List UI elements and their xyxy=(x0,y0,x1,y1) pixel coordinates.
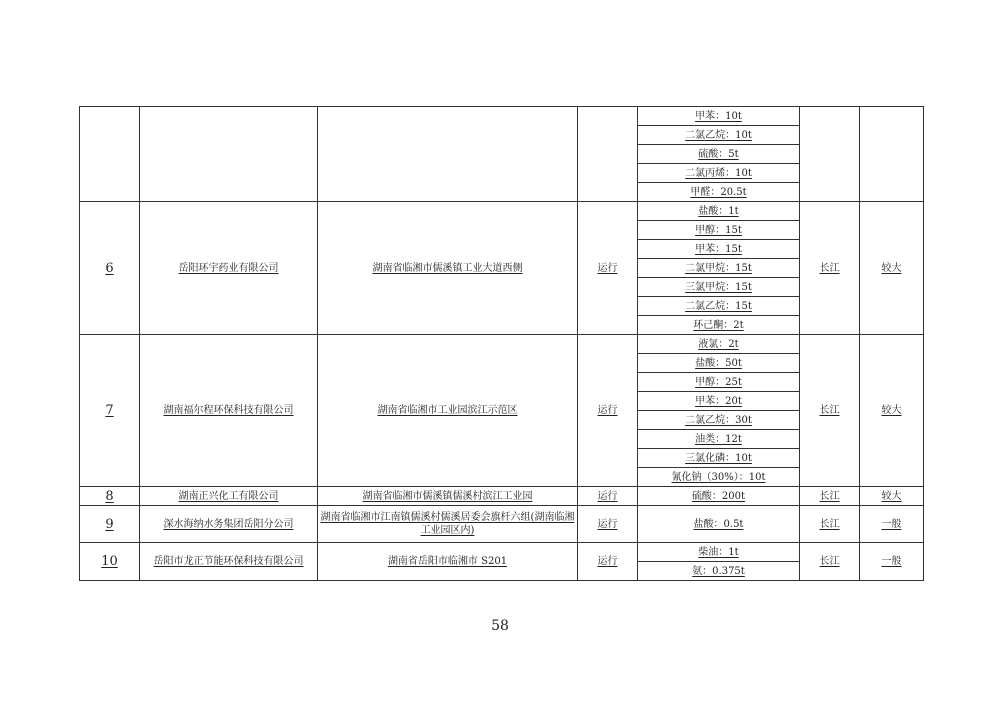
continuation-row xyxy=(80,107,924,126)
substance-cell-text: 甲苯：20t xyxy=(695,395,742,407)
substance-cell xyxy=(638,259,800,278)
risk-level-text: 较大 xyxy=(881,405,902,416)
risk-level-text: 一般 xyxy=(881,518,902,530)
substance-cell xyxy=(638,202,800,221)
enterprise-address xyxy=(318,543,578,581)
enterprise-address-text: 湖南省临湘市儒溪镇儒溪村滨江工业园 xyxy=(362,490,533,502)
cell-river-blank xyxy=(800,107,860,202)
substance-cell xyxy=(638,164,800,183)
enterprise-number-text: 10 xyxy=(101,554,118,569)
receiving-water-text: 长江 xyxy=(819,490,840,502)
substance-cell-text: 硫酸：200t xyxy=(691,490,746,502)
substance-cell xyxy=(638,506,800,543)
substance-cell-text: 二氯丙烯：10t xyxy=(685,167,752,179)
substance-cell-text: 甲苯：10t xyxy=(695,110,742,122)
substance-cell xyxy=(638,373,800,392)
enterprise-name xyxy=(140,202,318,335)
substance-cell-text: 硫酸：5t xyxy=(698,148,739,160)
receiving-water-text: 长江 xyxy=(819,262,840,274)
enterprise-address-text: 湖南省岳阳市临湘市 S201 xyxy=(387,556,508,567)
operation-status xyxy=(578,506,638,543)
cell-no-blank xyxy=(80,107,140,202)
enterprise-address xyxy=(318,335,578,487)
substance-cell xyxy=(638,430,800,449)
enterprise-number-text: 6 xyxy=(105,260,114,276)
substance-cell-text: 二氯乙烷：10t xyxy=(685,129,752,141)
risk-level-text: 较大 xyxy=(881,490,902,502)
substance-cell-text: 盐酸：0.5t xyxy=(693,518,744,530)
enterprise-address-text: 湖南省临湘市儒溪镇工业大道西侧 xyxy=(372,262,523,274)
operation-status xyxy=(578,202,638,335)
risk-level xyxy=(860,506,924,543)
operation-status-text: 运行 xyxy=(597,405,618,416)
enterprise-address-text: 湖南省临湘市江南镇儒溪村儒溪居委会旗杆六组(湖南临湘工业园区内) xyxy=(320,512,575,536)
risk-level xyxy=(860,335,924,487)
receiving-water xyxy=(800,506,860,543)
substance-cell xyxy=(638,240,800,259)
cell-company-blank xyxy=(140,107,318,202)
enterprise-name xyxy=(140,506,318,543)
operation-status xyxy=(578,487,638,506)
substance-cell xyxy=(638,145,800,164)
table-row xyxy=(80,202,924,221)
table-row xyxy=(80,506,924,543)
substance-cell-text: 甲醇：25t xyxy=(695,376,742,388)
receiving-water xyxy=(800,487,860,506)
enterprise-name-text: 湖南正兴化工有限公司 xyxy=(178,490,279,502)
substance-cell xyxy=(638,468,800,487)
substance-cell xyxy=(638,392,800,411)
substance-cell xyxy=(638,126,800,145)
substance-cell-text: 环己酮：2t xyxy=(693,319,744,331)
enterprise-address xyxy=(318,506,578,543)
substance-cell-text: 氨：0.375t xyxy=(692,565,745,577)
enterprise-number xyxy=(80,543,140,581)
substance-cell xyxy=(638,221,800,240)
enterprise-name-text: 湖南福尔程环保科技有限公司 xyxy=(163,405,294,416)
enterprise-name xyxy=(140,543,318,581)
substance-cell-text: 甲苯：15t xyxy=(695,243,742,255)
enterprise-name-text: 岳阳环宇药业有限公司 xyxy=(178,262,279,274)
operation-status xyxy=(578,543,638,581)
substance-cell xyxy=(638,297,800,316)
substance-cell xyxy=(638,183,800,202)
enterprise-name xyxy=(140,487,318,506)
operation-status-text: 运行 xyxy=(597,262,618,274)
risk-level xyxy=(860,543,924,581)
receiving-water xyxy=(800,202,860,335)
receiving-water xyxy=(800,543,860,581)
receiving-water-text: 长江 xyxy=(819,556,840,567)
cell-status-blank xyxy=(578,107,638,202)
substance-cell-text: 油类：12t xyxy=(695,433,742,445)
substance-cell-text: 盐酸：1t xyxy=(698,205,739,217)
enterprise-number xyxy=(80,506,140,543)
operation-status-text: 运行 xyxy=(597,556,618,567)
enterprise-risk-table xyxy=(79,106,924,581)
operation-status xyxy=(578,335,638,487)
risk-level-text: 一般 xyxy=(881,556,902,567)
risk-level xyxy=(860,487,924,506)
page-number: 58 xyxy=(491,618,509,634)
enterprise-number xyxy=(80,487,140,506)
substance-cell-text: 甲醇：15t xyxy=(695,224,742,236)
receiving-water-text: 长江 xyxy=(819,518,840,530)
enterprise-number-text: 8 xyxy=(105,488,114,504)
receiving-water-text: 长江 xyxy=(819,405,840,416)
enterprise-number-text: 7 xyxy=(105,403,114,418)
substance-cell-text: 二氯乙烷：15t xyxy=(685,300,752,312)
table-row xyxy=(80,543,924,562)
substance-cell-text: 柴油：1t xyxy=(698,546,739,558)
substance-cell xyxy=(638,449,800,468)
receiving-water xyxy=(800,335,860,487)
enterprise-name-text: 深水海纳水务集团岳阳分公司 xyxy=(163,518,294,530)
enterprise-number xyxy=(80,335,140,487)
substance-cell-text: 盐酸：50t xyxy=(695,357,742,369)
substance-cell-text: 三氯化磷：10t xyxy=(685,452,752,464)
substance-cell xyxy=(638,411,800,430)
table-row xyxy=(80,335,924,354)
substance-cell-text: 二氯甲烷：15t xyxy=(685,262,752,274)
enterprise-address xyxy=(318,487,578,506)
substance-cell-text: 液氯：2t xyxy=(698,338,739,350)
enterprise-name-text: 岳阳市龙正节能环保科技有限公司 xyxy=(153,556,304,567)
risk-level-text: 较大 xyxy=(881,262,902,274)
substance-cell xyxy=(638,107,800,126)
enterprise-address-text: 湖南省临湘市工业园滨江示范区 xyxy=(377,405,518,416)
substance-cell-text: 氰化钠（30%）：10t xyxy=(671,471,766,483)
enterprise-name xyxy=(140,335,318,487)
substance-cell-text: 甲醛：20.5t xyxy=(690,186,747,198)
operation-status-text: 运行 xyxy=(597,518,618,530)
substance-cell xyxy=(638,278,800,297)
enterprise-number-text: 9 xyxy=(105,516,114,532)
enterprise-number xyxy=(80,202,140,335)
substance-cell xyxy=(638,316,800,335)
enterprise-address xyxy=(318,202,578,335)
cell-address-blank xyxy=(318,107,578,202)
substance-cell xyxy=(638,487,800,506)
operation-status-text: 运行 xyxy=(597,490,618,502)
substance-cell xyxy=(638,354,800,373)
risk-level xyxy=(860,202,924,335)
substance-cell-text: 二氯乙烷：30t xyxy=(685,414,752,426)
cell-risk-blank xyxy=(860,107,924,202)
substance-cell xyxy=(638,562,800,581)
substance-cell xyxy=(638,543,800,562)
substance-cell xyxy=(638,335,800,354)
substance-cell-text: 三氯甲烷：15t xyxy=(685,281,752,293)
table-row xyxy=(80,487,924,506)
